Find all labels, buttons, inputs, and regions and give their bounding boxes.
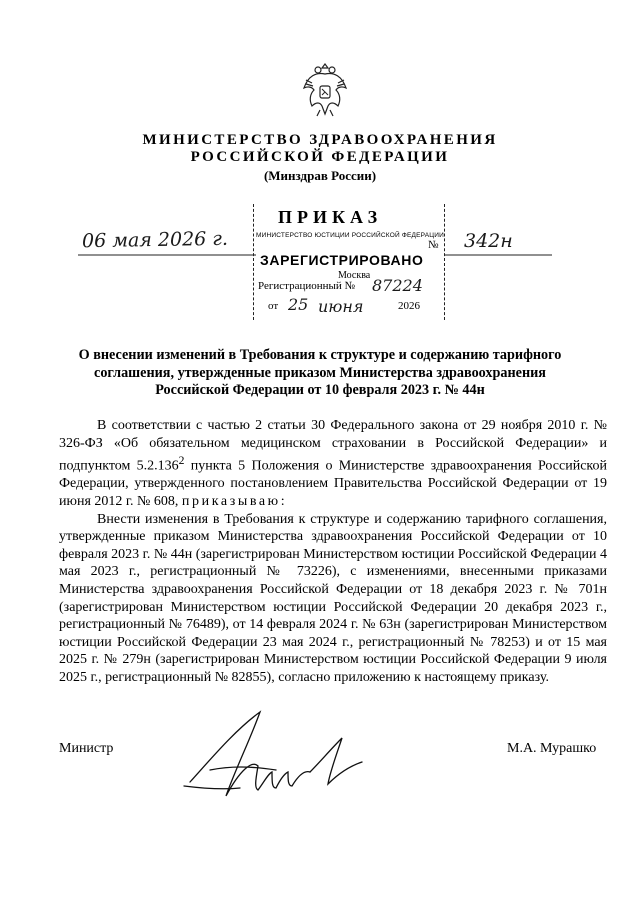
paragraph-1: В соответствии с частью 2 статьи 30 Федерального закона от 29 ноября 2010 г. № 326-ФЗ «Об обязательном медицинском страховании в Российской Федерации» и подпунктом 5.2.136$^2$ пункта 5 Положения о Министерстве здравоохранения Российской Федерации, утвержденного постановлением Правительства Российской Федерации от 19 июня 2012 г. № 608, приказываю: [59, 418, 607, 510]
ministry-name-line2: РОССИЙСКОЙ ФЕДЕРАЦИИ [190, 149, 450, 165]
stamp-date-prefix: от [268, 300, 279, 312]
stamp-registered-heading: ЗАРЕГИСТРИРОВАНО [260, 252, 424, 268]
stamp-date-year: 2026 [398, 300, 420, 312]
number-sign: № [428, 239, 439, 251]
stamp-reg-number-label: Регистрационный № [258, 280, 356, 292]
stamp-date-day: 25 [288, 295, 309, 314]
order-heading: ПРИКАЗ [278, 207, 383, 227]
signer-name: М.А. Мурашко [507, 741, 597, 756]
ministry-short-name: (Минздрав России) [263, 168, 377, 183]
handwritten-signature [180, 700, 370, 815]
ministry-name-line1: МИНИСТЕРСТВО ЗДРАВООХРАНЕНИЯ [142, 132, 498, 148]
stamp-authority: МИНИСТЕРСТВО ЮСТИЦИИ РОССИЙСКОЙ ФЕДЕРАЦИИ [256, 232, 445, 239]
order-word: приказываю: [181, 494, 288, 510]
stamp-reg-number-value: 87224 [372, 276, 423, 295]
stamp-date-month: июня [318, 297, 364, 316]
paragraph-2: Внести изменения в Требования к структуре и содержанию тарифного соглашения, утвержденные приказом Министерства здравоохранения Российской Федерации от 10 февраля 2023 г. № 44н (зарегистрирован Министерством юстиции Российской Федерации 4 мая 2023 г., регистрационный № 73226), с изменениями, внесенными приказами Министерства здравоохранения Российской Федерации от 18 декабря 2023 г. № 701н (зарегистрирован Министерством юстиции Российской Федерации 20 декабря 2023 г., регистрационный № 76489), от 14 февраля 2024 г. № 63н (зарегистрирован Министерством юстиции Российской Федерации 23 мая 2024 г., регистрационный № 78253) и от 15 мая 2025 г. № 279н (зарегистрирован Министерством юстиции Российской Федерации 9 июля 2025 г., регистрационный № 82855), согласно приложению к настоящему приказу. [59, 511, 607, 685]
signer-position: Министр [59, 741, 114, 756]
order-number-handwritten: 342н [464, 230, 513, 252]
coat-of-arms-icon [300, 58, 350, 120]
stamp-city: Москва [338, 270, 371, 281]
document-title: О внесении изменений в Требования к структуре и содержанию тарифного соглашения, утвержденные приказом Министерства здравоохранения Российской Федерации от 10 февраля 2023 г. № 44н [78, 347, 562, 398]
number-underline [444, 252, 554, 258]
order-date-handwritten: 06 мая 2026 г. [81, 227, 229, 253]
document-body [59, 417, 607, 687]
date-underline [78, 252, 258, 258]
